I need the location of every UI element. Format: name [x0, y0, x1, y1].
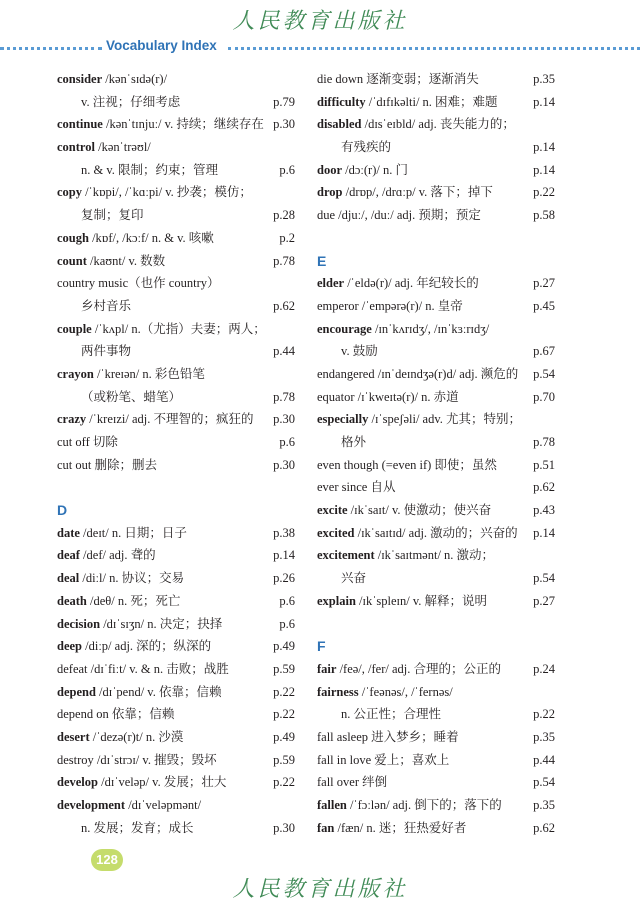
entry-continuation [317, 567, 555, 590]
letter-heading: D [57, 502, 68, 519]
entry-definition: cut out 删除；删去 [57, 457, 157, 472]
entry-definition: /ɪkˈsaɪtmənt/ n. 激动； [374, 548, 495, 563]
headword: excited [317, 525, 355, 540]
page-reference: p.14 [533, 140, 555, 155]
page-reference: p.26 [273, 571, 295, 586]
entry-definition: /kənˈtrəʊl/ [94, 140, 151, 155]
page-reference: p.27 [533, 276, 555, 291]
headword: drop [317, 185, 343, 200]
page-reference: p.70 [533, 389, 555, 404]
page-reference: p.22 [533, 707, 555, 722]
headword: couple [57, 321, 92, 336]
page-reference: p.59 [273, 661, 295, 676]
page-reference: p.59 [273, 752, 295, 767]
page-reference: p.43 [533, 503, 555, 518]
entry-definition: /dɔː(r)/ n. 门 [342, 162, 408, 177]
entry-definition: depend on 依靠；信赖 [57, 707, 175, 722]
section-title: Vocabulary Index [106, 38, 217, 53]
page-reference: p.35 [533, 72, 555, 86]
vocab-entry [317, 476, 555, 499]
vocab-entry [317, 295, 555, 318]
entry-definition: 复制；复印 [81, 208, 144, 223]
entry-definition: /diːl/ n. 协议；交易 [79, 571, 185, 586]
entry-definition: /ɪkˈspleɪn/ v. 解释；说明 [355, 593, 488, 608]
headword: deaf [57, 548, 80, 563]
vocab-entry [317, 499, 555, 522]
entry-definition: /dɪˈpend/ v. 依靠；信赖 [95, 684, 222, 699]
header-dotted-rule-left [0, 47, 102, 50]
entry-definition: /ɪnˈkʌrɪdʒ/, /ɪnˈkɜːrɪdʒ/ [371, 321, 490, 336]
vocab-entry [57, 658, 295, 681]
vocab-entry [57, 522, 295, 545]
page-reference: p.22 [273, 707, 295, 722]
section-spacer [317, 227, 539, 250]
section-header [0, 38, 640, 58]
page-reference: p.45 [533, 298, 555, 313]
entry-definition: /drɒp/, /drɑːp/ v. 落下；掉下 [342, 185, 493, 200]
entry-continuation [317, 703, 555, 726]
page-reference: p.62 [273, 298, 295, 313]
page-reference: p.78 [533, 435, 555, 449]
entry-definition: /deθ/ n. 死；死亡 [86, 593, 181, 608]
page-reference: p.30 [273, 457, 295, 472]
headword: count [57, 253, 87, 268]
entry-definition: （或粉笔、蜡笔） [81, 389, 182, 404]
headword: cough [57, 230, 89, 245]
headword: elder [317, 276, 345, 291]
page-reference: p.35 [533, 729, 555, 744]
entry-definition: ever since 自从 [317, 480, 396, 495]
page-reference: p.6 [279, 435, 295, 449]
entry-definition: n. 发展；发育；成长 [81, 820, 194, 835]
entry-definition: n. & v. 限制；约束；管理 [81, 162, 219, 177]
page-reference: p.51 [533, 457, 555, 472]
entry-definition: /ˈfeənəs/, /ˈfernəs/ [358, 684, 453, 699]
vocab-entry [57, 771, 295, 794]
entry-definition: /kɒf/, /kɔːf/ n. & v. 咳嗽 [88, 230, 214, 245]
page-reference: p.62 [533, 820, 555, 835]
vocab-entry [57, 544, 295, 567]
page-reference: p.38 [273, 525, 295, 540]
page-reference: p.44 [533, 752, 555, 767]
entry-definition: /feə/, /fer/ adj. 合理的；公正的 [336, 661, 501, 676]
entry-definition: /deɪt/ n. 日期；日子 [79, 525, 187, 540]
vocab-entry [57, 613, 295, 636]
headword: death [57, 593, 87, 608]
header-dotted-rule-right [228, 47, 640, 50]
page-reference: p.14 [273, 548, 295, 563]
vocab-entry [57, 272, 279, 295]
entry-continuation [57, 204, 295, 227]
vocab-entry [317, 386, 555, 409]
page-reference: p.30 [273, 820, 295, 835]
entry-definition: fall asleep 进入梦乡；睡着 [317, 729, 459, 744]
page-reference: p.49 [273, 729, 295, 744]
vocab-entry [57, 227, 295, 250]
entry-definition: defeat /dɪˈfiːt/ v. & n. 击败；战胜 [57, 661, 229, 676]
headword: fallen [317, 798, 347, 812]
vocab-entry [317, 522, 555, 545]
page-reference: p.22 [273, 775, 295, 790]
page-reference: p.6 [279, 593, 295, 608]
entry-definition: v. 注视；仔细考虑 [81, 94, 181, 109]
vocab-entry [57, 749, 295, 772]
page-reference: p.54 [533, 366, 555, 381]
vocab-entry [57, 454, 295, 477]
headword: excitement [317, 548, 375, 563]
entry-definition: /dɪˈsɪʒn/ n. 决定；抉择 [100, 616, 223, 631]
page-reference: p.54 [533, 775, 555, 790]
entry-definition: /dɪˈveləpmənt/ [125, 798, 202, 812]
entry-definition: cut off 切除 [57, 435, 118, 449]
entry-definition: /ˈkreɪzi/ adj. 不理智的；疯狂的 [86, 412, 254, 427]
entry-definition: /ɪkˈsaɪtɪd/ adj. 激动的；兴奋的 [354, 525, 518, 540]
entry-definition: v. 鼓励 [341, 344, 378, 359]
page-reference: p.22 [273, 684, 295, 699]
headword: disabled [317, 117, 362, 132]
vocab-entry [317, 726, 555, 749]
vocab-entry [317, 91, 555, 114]
headword: desert [57, 729, 90, 744]
headword: continue [57, 117, 103, 132]
vocab-entry [57, 250, 295, 273]
vocab-entry [317, 590, 555, 613]
vocab-entry [317, 363, 555, 386]
entry-definition: /dɪˈveləp/ v. 发展；壮大 [97, 775, 227, 790]
entry-definition: /ˈkʌpl/ n.（尤指）夫妻；两人； [91, 321, 266, 336]
entry-continuation [57, 295, 295, 318]
vocab-entry [317, 113, 539, 136]
vocab-entry [317, 408, 539, 431]
headword: date [57, 525, 80, 540]
entry-definition: die down 逐渐变弱；逐渐消失 [317, 72, 479, 86]
vocab-entry [57, 590, 295, 613]
vocab-entry [57, 113, 295, 136]
headword: difficulty [317, 94, 366, 109]
headword: consider [57, 72, 103, 86]
headword: deep [57, 639, 82, 654]
page-number-badge: 128 [91, 849, 123, 871]
page-reference: p.58 [533, 208, 555, 223]
page-reference: p.79 [273, 94, 295, 109]
page-reference: p.35 [533, 798, 555, 812]
headword: fair [317, 661, 337, 676]
vocab-entry [57, 363, 279, 386]
vocab-entry [57, 794, 279, 817]
entry-definition: /kənˈsɪdə(r)/ [102, 72, 168, 86]
entry-continuation [317, 340, 555, 363]
headword: copy [57, 185, 82, 200]
headword: fairness [317, 684, 359, 699]
vocab-entry [317, 794, 555, 817]
vocab-entry [57, 136, 279, 159]
publisher-logo-bottom: 人民教育出版社 [232, 877, 408, 902]
entry-continuation [57, 340, 295, 363]
page-reference: p.30 [273, 412, 295, 427]
vocab-entry [57, 567, 295, 590]
entry-definition: n. 公正性；合理性 [341, 707, 442, 722]
entry-continuation [57, 91, 295, 114]
section-spacer [317, 613, 539, 636]
page-reference: p.27 [533, 593, 555, 608]
vocab-entry [317, 817, 555, 840]
entry-definition: /ɪkˈsaɪt/ v. 使激动；使兴奋 [347, 503, 492, 518]
page-reference: p.14 [533, 94, 555, 109]
entry-definition: /fæn/ n. 迷；狂热爱好者 [334, 820, 467, 835]
vocab-entry [57, 635, 295, 658]
vocab-entry [57, 703, 295, 726]
headword: encourage [317, 321, 372, 336]
right-column [317, 68, 555, 839]
vocab-entry [317, 272, 555, 295]
entry-definition: emperor /ˈempərə(r)/ n. 皇帝 [317, 298, 463, 313]
entry-continuation [317, 431, 555, 454]
vocab-entry [57, 318, 279, 341]
headword: deal [57, 571, 80, 586]
vocab-entry [317, 771, 555, 794]
entry-definition: equator /ɪˈkweɪtə(r)/ n. 赤道 [317, 389, 459, 404]
entry-continuation [57, 817, 295, 840]
entry-definition: 格外 [341, 435, 367, 449]
vocab-entry [57, 726, 295, 749]
entry-definition: destroy /dɪˈstrɔɪ/ v. 摧毁；毁坏 [57, 752, 217, 767]
entry-definition: /ˈfɔːlən/ adj. 倒下的；落下的 [346, 798, 502, 812]
headword: excite [317, 503, 348, 518]
vocab-entry [57, 681, 295, 704]
vocab-entry [317, 159, 555, 182]
page-reference: p.22 [533, 185, 555, 200]
vocab-entry [317, 68, 555, 91]
headword: depend [57, 684, 96, 699]
page-reference: p.49 [273, 639, 295, 654]
entry-definition: /ɪˈspeʃəli/ adv. 尤其；特别； [368, 412, 522, 427]
entry-definition: /ˈkɒpi/, /ˈkɑːpi/ v. 抄袭；模仿； [82, 185, 252, 200]
headword: crazy [57, 412, 87, 427]
vocab-entry [317, 658, 555, 681]
vocab-entry [57, 181, 279, 204]
vocab-entry [317, 544, 539, 567]
left-column [57, 68, 295, 839]
headword: door [317, 162, 342, 177]
section-spacer [57, 476, 279, 499]
headword: explain [317, 593, 356, 608]
page-reference: p.67 [533, 344, 555, 359]
entry-definition: endangered /ɪnˈdeɪndʒə(r)d/ adj. 濒危的 [317, 366, 519, 381]
page-reference: p.28 [273, 208, 295, 223]
entry-definition: /ˈdezə(r)t/ n. 沙漠 [89, 729, 184, 744]
entry-continuation [317, 136, 555, 159]
entry-definition: /kaʊnt/ v. 数数 [86, 253, 166, 268]
entry-definition: fall over 绊倒 [317, 775, 388, 790]
vocab-entry [317, 204, 555, 227]
publisher-logo-top: 人民教育出版社 [232, 9, 408, 34]
entry-continuation [57, 386, 295, 409]
entry-definition: /ˈdɪfɪkəlti/ n. 困难；难题 [365, 94, 498, 109]
page-reference: p.78 [273, 389, 295, 404]
entry-definition: /diːp/ adj. 深的；纵深的 [82, 639, 212, 654]
entry-definition: due /djuː/, /duː/ adj. 预期；预定 [317, 208, 481, 223]
headword: control [57, 140, 95, 155]
page-reference: p.30 [273, 117, 295, 132]
vocab-entry [317, 181, 555, 204]
entry-definition: /kənˈtɪnjuː/ v. 持续；继续存在 [102, 117, 264, 132]
vocab-entry [317, 454, 555, 477]
vocab-entry [317, 749, 555, 772]
entry-definition: 两件事物 [81, 344, 132, 359]
page-reference: p.54 [533, 571, 555, 586]
entry-definition: /ˈeldə(r)/ adj. 年纪较长的 [344, 276, 479, 291]
page-reference: p.78 [273, 253, 295, 268]
vocab-entry [57, 408, 295, 431]
headword: development [57, 798, 126, 812]
page-reference: p.62 [533, 480, 555, 495]
page-reference: p.14 [533, 525, 555, 540]
headword: decision [57, 616, 101, 631]
entry-definition: country music（也作 country） [57, 276, 220, 291]
entry-definition: 有残疾的 [341, 140, 392, 155]
entry-definition: /def/ adj. 聋的 [79, 548, 156, 563]
page-reference: p.6 [279, 616, 295, 631]
entry-definition: even though (=even if) 即使；虽然 [317, 457, 497, 472]
page-reference: p.14 [533, 162, 555, 177]
letter-heading: F [317, 638, 326, 655]
entry-definition: /ˈkreɪən/ n. 彩色铅笔 [93, 366, 205, 381]
vocab-entry [57, 68, 279, 91]
headword: crayon [57, 366, 94, 381]
entry-definition: 乡村音乐 [81, 298, 132, 313]
page-reference: p.6 [279, 162, 295, 177]
page-reference: p.24 [533, 661, 555, 676]
page-reference: p.2 [279, 230, 295, 245]
headword: fan [317, 820, 335, 835]
entry-definition: /dɪsˈeɪbld/ adj. 丧失能力的； [361, 117, 515, 132]
entry-definition: 兴奋 [341, 571, 367, 586]
page-reference: p.44 [273, 344, 295, 359]
vocab-entry [317, 318, 539, 341]
headword: develop [57, 775, 98, 790]
vocab-entry [57, 431, 295, 454]
headword: especially [317, 412, 369, 427]
entry-definition: fall in love 爱上；喜欢上 [317, 752, 450, 767]
letter-heading: E [317, 252, 327, 269]
vocab-entry [317, 681, 539, 704]
entry-continuation [57, 159, 295, 182]
